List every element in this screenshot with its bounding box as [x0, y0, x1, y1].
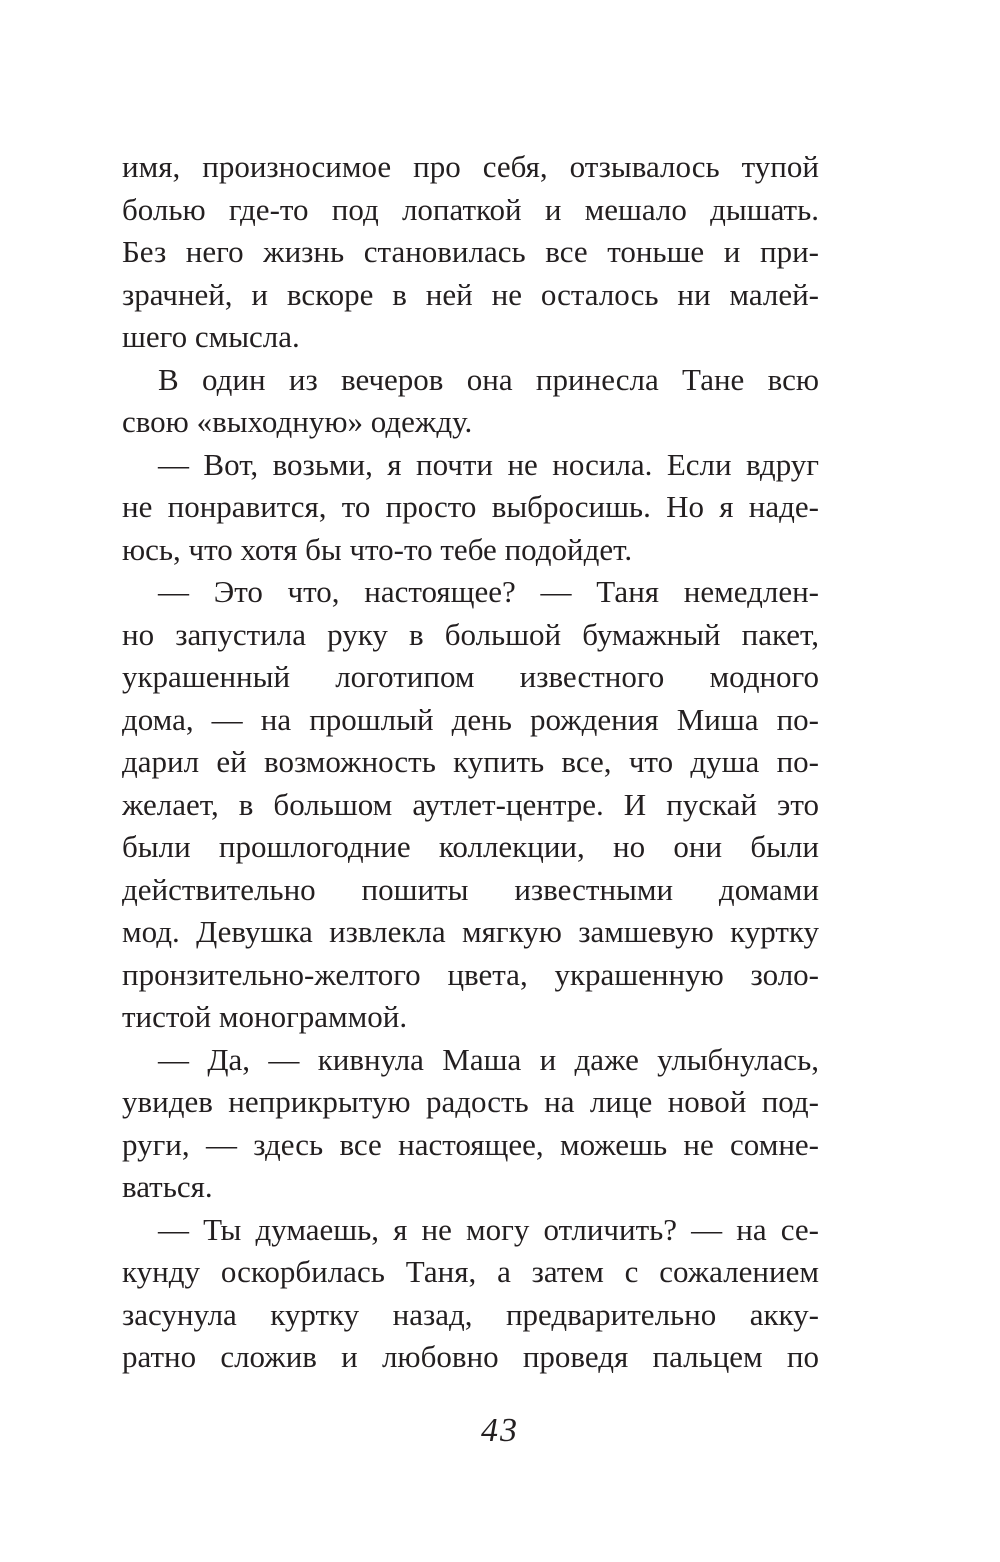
text-line: не понравится, то просто выбросишь. Но я наде-: [122, 489, 819, 524]
text-line: желает, в большом аутлет-центре. И пускай это: [122, 786, 819, 822]
text-line: были прошлогодние коллекции, но они были: [122, 829, 819, 864]
text-line: ваться.: [122, 1169, 213, 1204]
text-line: действительно пошиты известными домами: [122, 871, 819, 907]
text-line: — Вот, возьми, я почти не носила. Если вдруг: [158, 446, 819, 482]
page-number: 43: [481, 1412, 519, 1449]
text-line: но запустила руку в большой бумажный пакет,: [122, 616, 819, 652]
text-line: болью где-то под лопаткой и мешало дышать.: [122, 191, 819, 227]
text-line: пронзительно-желтого цвета, украшенную золо-: [122, 956, 819, 992]
text-line: мод. Девушка извлекла мягкую замшевую куртку: [122, 914, 819, 949]
text-line: ратно сложив и любовно проведя пальцем по: [122, 1339, 819, 1374]
text-line: юсь, что хотя бы что-то тебе подойдет.: [122, 531, 633, 567]
text-line: руги, — здесь все настоящее, можешь не сомне-: [122, 1126, 819, 1162]
text-line: дома, — на прошлый день рождения Миша по-: [122, 701, 819, 737]
text-line: В один из вечеров она принесла Тане всю: [158, 361, 819, 397]
text-line: Без него жизнь становилась все тоньше и при-: [122, 234, 819, 269]
body-text: [122, 146, 819, 1379]
text-line: — Да, — кивнула Маша и даже улыбнулась,: [158, 1041, 819, 1077]
text-line: шего смысла.: [122, 319, 300, 354]
text-line: засунула куртку назад, предварительно акку-: [122, 1296, 819, 1332]
text-line: свою «выходную» одежду.: [122, 404, 473, 439]
text-line: имя, произносимое про себя, отзывалось тупой: [122, 149, 819, 184]
text-line: — Это что, настоящее? — Таня немедлен-: [158, 574, 819, 609]
text-line: кунду оскорбилась Таня, а затем с сожалением: [122, 1254, 819, 1289]
text-line: зрачней, и вскоре в ней не осталось ни малей-: [122, 276, 819, 312]
text-line: тистой монограммой.: [122, 999, 408, 1034]
text-line: — Ты думаешь, я не могу отличить? — на се-: [158, 1211, 819, 1247]
text-line: украшенный логотипом известного модного: [122, 659, 819, 694]
text-line: дарил ей возможность купить все, что душа по-: [122, 744, 819, 779]
text-line: увидев неприкрытую радость на лице новой под-: [122, 1084, 819, 1119]
